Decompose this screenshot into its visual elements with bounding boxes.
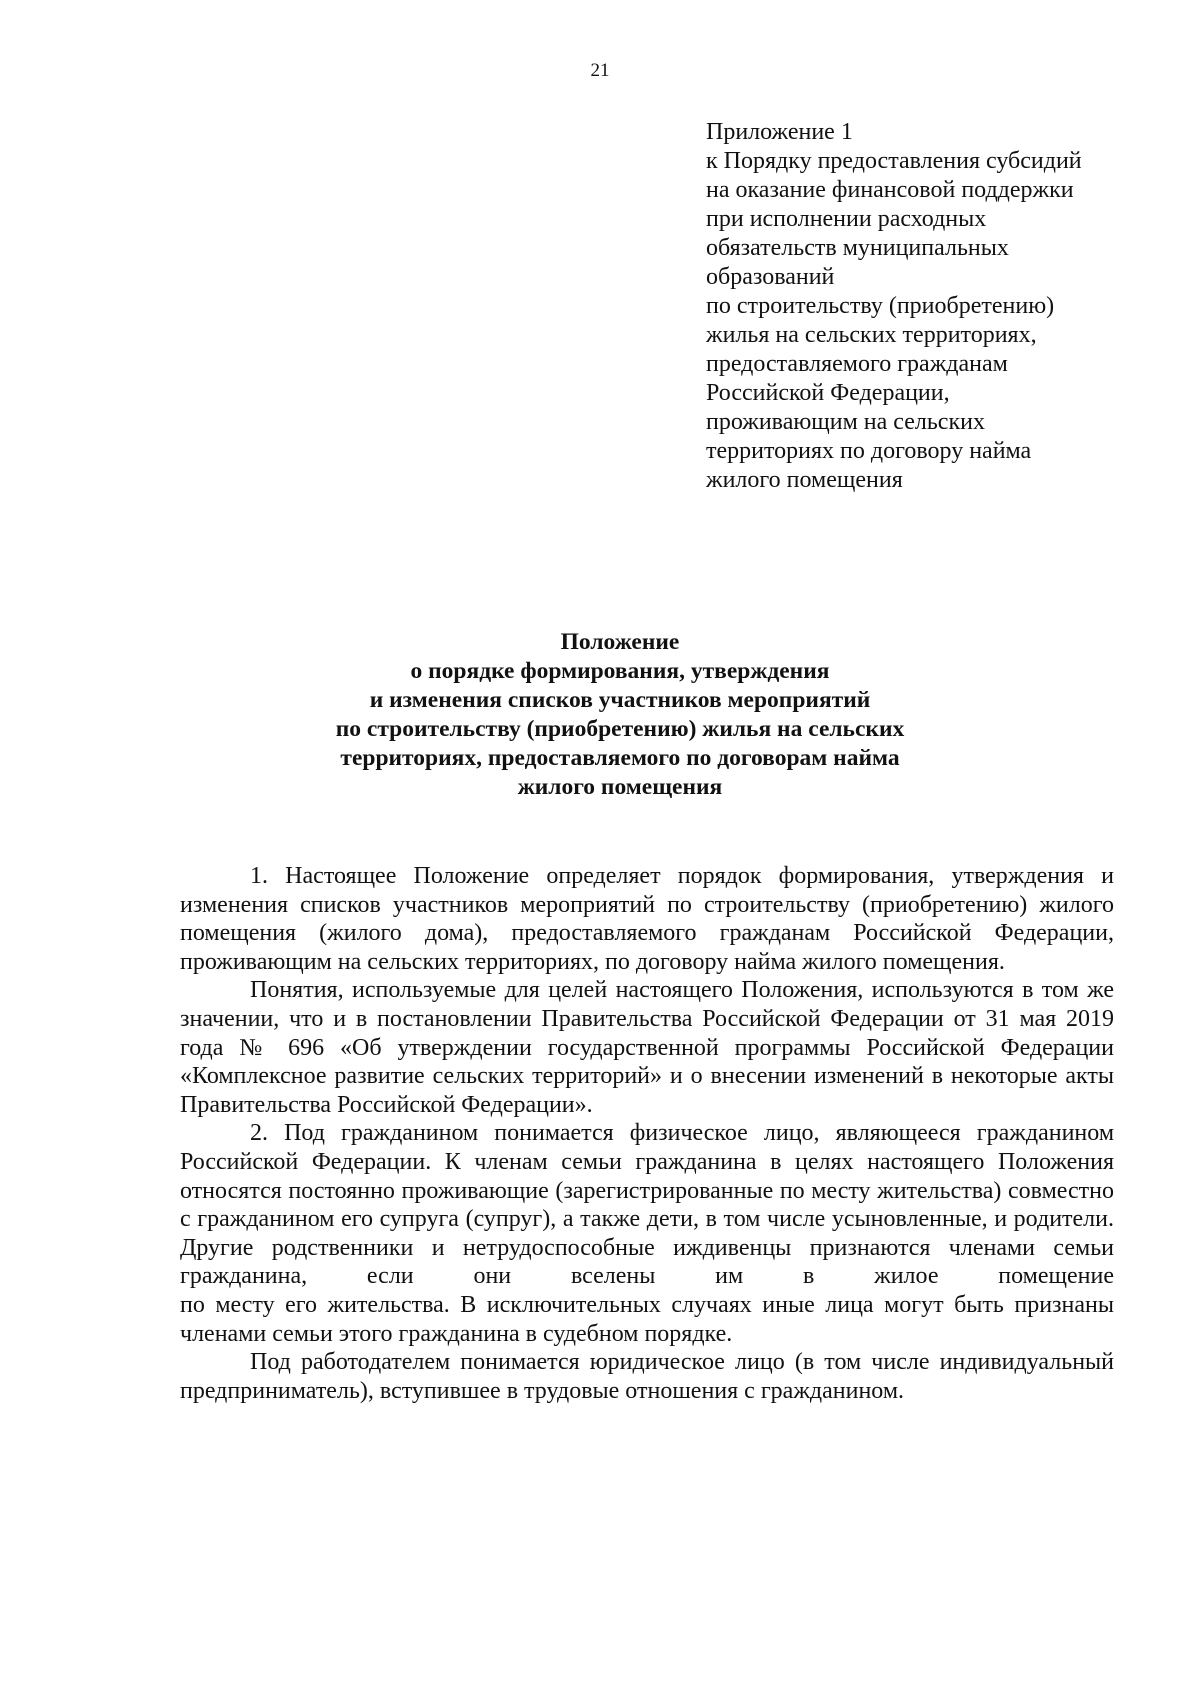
document-body	[180, 862, 1114, 1405]
appendix-header	[706, 118, 1146, 495]
document-title	[200, 628, 1040, 802]
paragraph-2-continued: по месту его жительства. В исключительных случаях иные лица могут быть признаны членами семьи этого гражданина в судебном порядке.	[180, 1291, 1114, 1347]
title-line: жилого помещения	[517, 774, 723, 800]
appendix-line: к Порядку предоставления субсидий	[706, 148, 1082, 174]
appendix-line: предоставляемого гражданам	[706, 351, 1008, 377]
appendix-line: территориях по договору найма	[706, 438, 1032, 464]
paragraph-definitions: Понятия, используемые для целей настоящего Положения, используются в том же значении, что и в постановлении Правительства Российской Федерации от 31 мая 2019 года № 696 «Об утверждении государственной программы Российской Федерации «Комплексное развитие сельских территорий» и о внесении изменений в некоторые акты Правительства Российской Федерации».	[180, 977, 1114, 1118]
appendix-line: по строительству (приобретению)	[706, 293, 1055, 319]
appendix-line: при исполнении расходных	[706, 206, 987, 232]
appendix-line: образований	[706, 264, 835, 290]
title-line: территориях, предоставляемого по договорам найма	[340, 745, 900, 771]
appendix-line: жилья на сельских территориях,	[706, 322, 1037, 348]
appendix-line: жилого помещения	[706, 467, 903, 493]
title-line: Положение	[560, 629, 680, 655]
appendix-line: обязательств муниципальных	[706, 235, 1009, 261]
title-line: и изменения списков участников мероприятий	[369, 687, 871, 713]
title-line: по строительству (приобретению) жилья на сельских	[335, 716, 905, 742]
appendix-line: проживающим на сельских	[706, 409, 985, 435]
paragraph-1: 1. Настоящее Положение определяет порядок формирования, утверждения и изменения списков участников мероприятий по строительству (приобретению) жилого помещения (жилого дома), предоставляемого гражданам Российской Федерации, проживающим на сельских территориях, по договору найма жилого помещения.	[180, 863, 1114, 975]
appendix-line: Приложение 1	[706, 119, 853, 145]
paragraph-2: 2. Под гражданином понимается физическое лицо, являющееся гражданином Российской Федерации. К членам семьи гражданина в целях настоящего Положения относятся постоянно проживающие (зарегистрированные по месту жительства) совместно с гражданином его супруга (супруг), а также дети, в том числе усыновленные, и родители. Другие родственники и нетрудоспособные иждивенцы признаются членами семьи гражданина, если они вселены им в жилое помещение	[180, 1120, 1114, 1290]
page-number: 21	[590, 60, 610, 81]
paragraph-employer: Под работодателем понимается юридическое лицо (в том числе индивидуальный предприниматель), вступившее в трудовые отношения с гражданином.	[180, 1349, 1114, 1404]
title-line: о порядке формирования, утверждения	[410, 658, 830, 684]
appendix-line: на оказание финансовой поддержки	[706, 177, 1074, 203]
appendix-line: Российской Федерации,	[706, 380, 950, 406]
